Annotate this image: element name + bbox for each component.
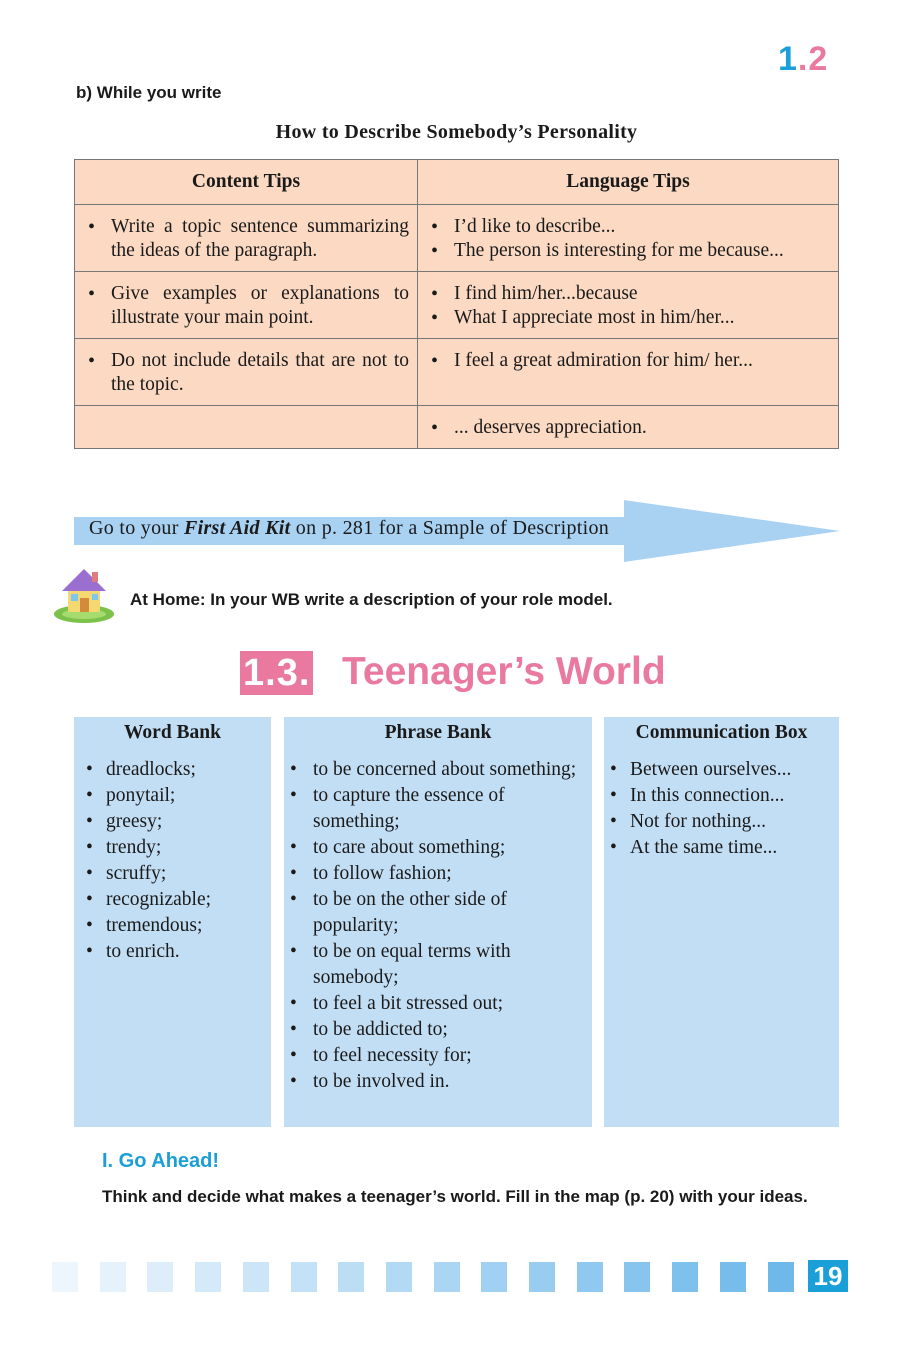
- content-tip: • Write a topic sentence summarizing the ideas of the paragraph.: [85, 215, 409, 263]
- decorative-square: [147, 1262, 173, 1292]
- list-item: • greesy;: [86, 809, 271, 835]
- list-item: • to follow fashion;: [290, 861, 578, 887]
- decorative-square: [768, 1262, 794, 1292]
- subheading: b) While you write: [76, 83, 222, 102]
- language-tip: • The person is interesting for me because...: [428, 239, 830, 263]
- go-ahead-text: Think and decide what makes a teenager’s world. Fill in the map (p. 20) with your ideas.: [102, 1187, 808, 1206]
- tips-table-title: How to Describe Somebody’s Personality: [275, 121, 638, 143]
- list-item: • to capture the essence of something;: [290, 783, 578, 835]
- decorative-square: [481, 1262, 507, 1292]
- decorative-square: [529, 1262, 555, 1292]
- language-tip: • What I appreciate most in him/her...: [428, 306, 830, 330]
- table-row: [75, 339, 839, 406]
- home-task: At Home: In your WB write a description of your role model.: [130, 590, 613, 609]
- word-bank-title: Word Bank: [124, 722, 221, 743]
- list-item: • to care about something;: [290, 835, 578, 861]
- list-item: • Not for nothing...: [610, 809, 839, 835]
- list-item: • to be concerned about something;: [290, 757, 578, 783]
- language-tip: • ... deserves appreciation.: [428, 416, 830, 440]
- communication-box: [604, 717, 839, 1127]
- language-tip: • I’d like to describe...: [428, 215, 830, 239]
- table-row: [75, 205, 839, 272]
- list-item: • to be on the other side of popularity;: [290, 887, 578, 939]
- content-tip: • Give examples or explanations to illustrate your main point.: [85, 282, 409, 330]
- section-title: Teenager’s World: [342, 650, 666, 693]
- list-item: • Between ourselves...: [610, 757, 839, 783]
- language-tip: • I find him/her...because: [428, 282, 830, 306]
- list-item: • ponytail;: [86, 783, 271, 809]
- list-item: • tremendous;: [86, 913, 271, 939]
- list-item: • to feel a bit stressed out;: [290, 991, 578, 1017]
- phrase-bank-title: Phrase Bank: [384, 722, 492, 743]
- word-bank: [74, 717, 271, 1127]
- list-item: • to be involved in.: [290, 1069, 578, 1095]
- communication-box-title: Communication Box: [635, 722, 808, 743]
- header-content-tips: Content Tips: [75, 160, 418, 205]
- decorative-square: [291, 1262, 317, 1292]
- list-item: • trendy;: [86, 835, 271, 861]
- list-item: • scruffy;: [86, 861, 271, 887]
- table-row: [75, 272, 839, 339]
- decorative-square: [720, 1262, 746, 1292]
- list-item: • to enrich.: [86, 939, 271, 965]
- list-item: • At the same time...: [610, 835, 839, 861]
- tips-table: [74, 159, 839, 449]
- list-item: • to be addicted to;: [290, 1017, 578, 1043]
- first-aid-text: Go to your First Aid Kit on p. 281 for a Sample of Description: [89, 517, 610, 539]
- list-item: • dreadlocks;: [86, 757, 271, 783]
- empty-cell: [75, 406, 418, 449]
- list-item: • In this connection...: [610, 783, 839, 809]
- decorative-square: [624, 1262, 650, 1292]
- house-icon: [52, 564, 116, 624]
- decorative-square: [52, 1262, 78, 1292]
- decorative-square: [577, 1262, 603, 1292]
- page-number: 19: [808, 1260, 848, 1292]
- decorative-square: [386, 1262, 412, 1292]
- decorative-squares-strip: [0, 1262, 918, 1292]
- list-item: • to be on equal terms with somebody;: [290, 939, 578, 991]
- content-tip: • Do not include details that are not to the topic.: [85, 349, 409, 397]
- decorative-square: [434, 1262, 460, 1292]
- decorative-square: [243, 1262, 269, 1292]
- section-number: 1.3.: [240, 651, 313, 695]
- phrase-bank: [284, 717, 592, 1127]
- decorative-square: [338, 1262, 364, 1292]
- list-item: • to feel necessity for;: [290, 1043, 578, 1069]
- header-language-tips: Language Tips: [418, 160, 839, 205]
- table-row: [75, 406, 839, 449]
- decorative-square: [195, 1262, 221, 1292]
- language-tip: • I feel a great admiration for him/ her...: [428, 349, 830, 373]
- decorative-square: [100, 1262, 126, 1292]
- unit-number: 1.2: [778, 40, 829, 78]
- go-ahead-title: I. Go Ahead!: [102, 1150, 220, 1172]
- list-item: • recognizable;: [86, 887, 271, 913]
- decorative-square: [672, 1262, 698, 1292]
